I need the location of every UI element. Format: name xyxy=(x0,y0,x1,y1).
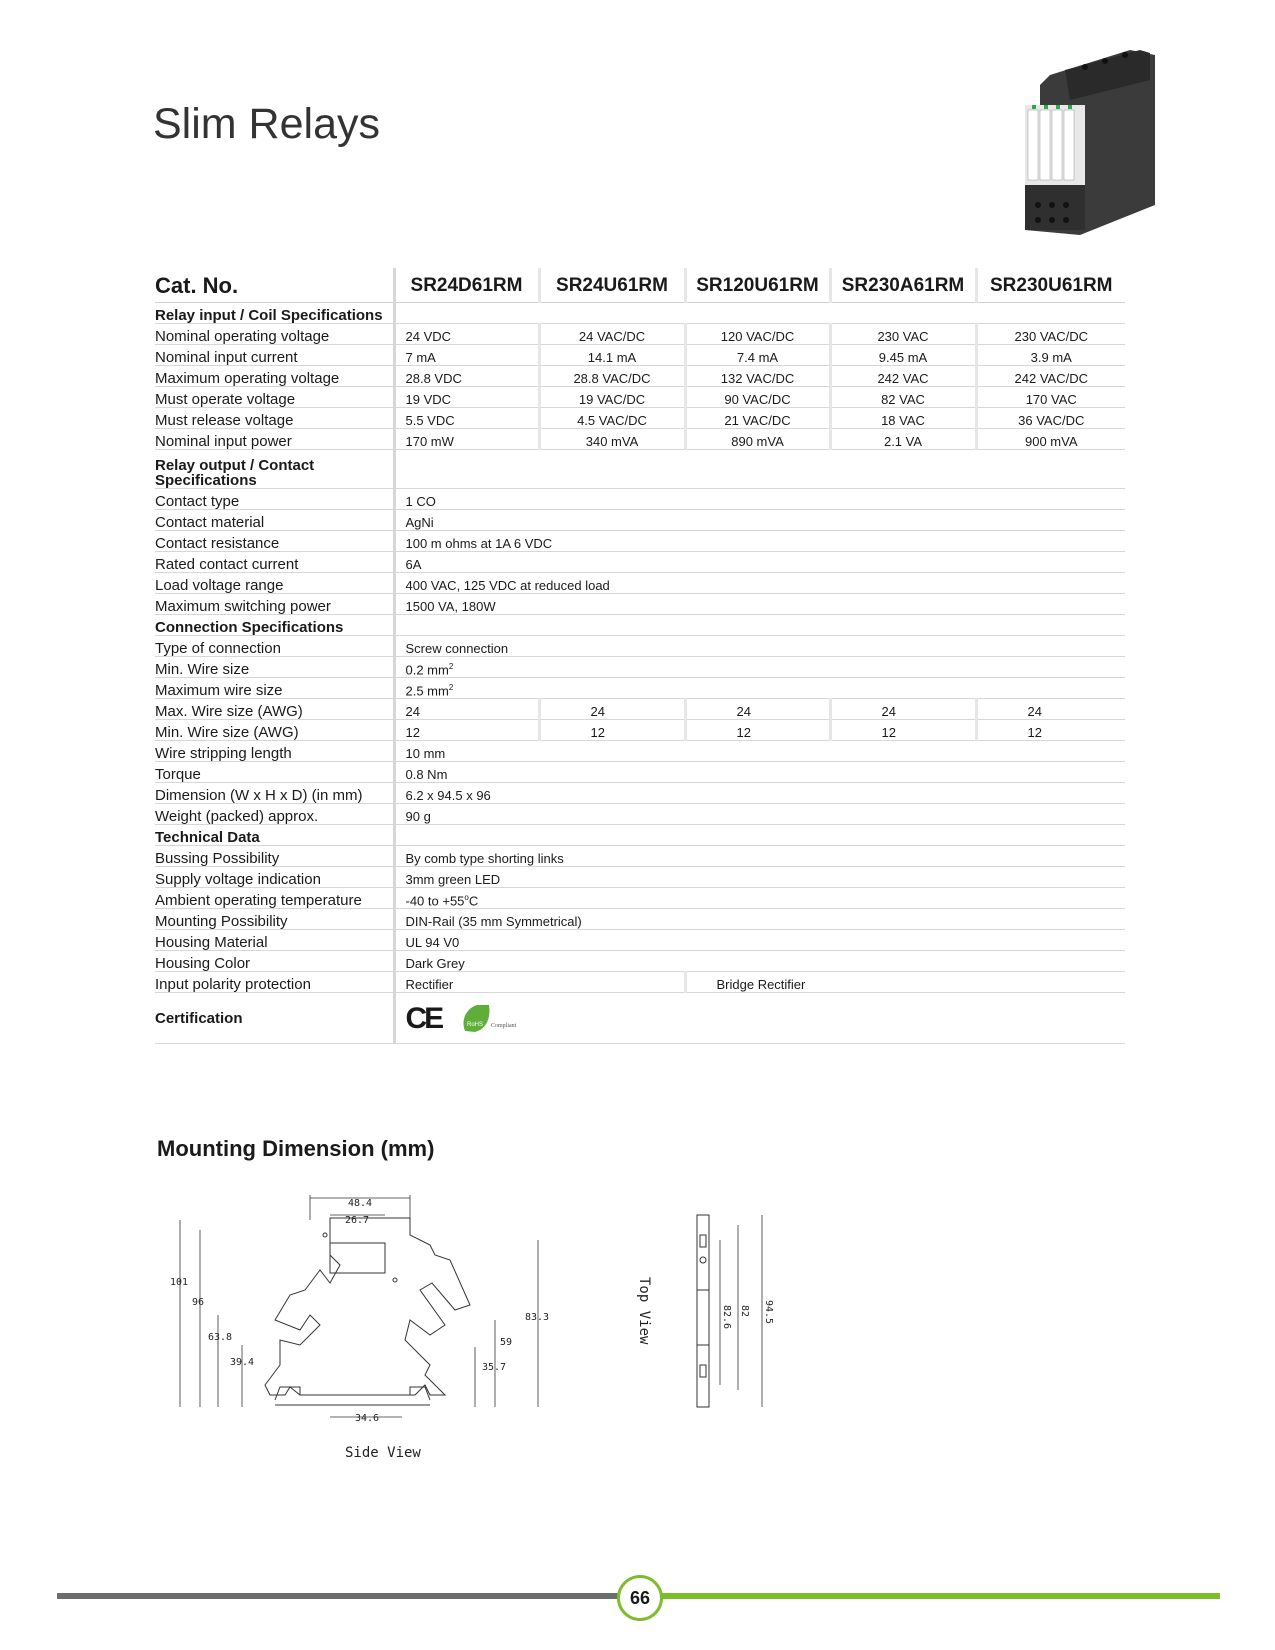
rohs-compliant-logo xyxy=(461,1003,523,1033)
table-row xyxy=(155,510,1125,531)
rohs-logo-text: RoHS xyxy=(466,1022,483,1028)
superscript: 2 xyxy=(448,682,454,692)
cell: 12 xyxy=(830,720,976,741)
cell: 242 VAC xyxy=(830,366,976,387)
top-view-labels xyxy=(636,1277,774,1345)
row-label: Maximum switching power xyxy=(155,594,394,615)
cell: DIN-Rail (35 mm Symmetrical) xyxy=(394,909,1125,930)
cell: 6A xyxy=(394,552,1125,573)
dim-label: 26.7 xyxy=(345,1215,370,1226)
cell: 7 mA xyxy=(394,345,539,366)
cell: Bridge Rectifier xyxy=(685,972,1125,993)
cell: 100 m ohms at 1A 6 VDC xyxy=(394,531,1125,552)
table-row xyxy=(155,867,1125,888)
table-row xyxy=(155,720,1125,741)
row-label: Maximum operating voltage xyxy=(155,366,394,387)
table-row xyxy=(155,552,1125,573)
cell: 900 mVA xyxy=(976,429,1125,450)
cell: 14.1 mA xyxy=(539,345,685,366)
superscript: 2 xyxy=(448,661,454,671)
page-title: Slim Relays xyxy=(153,100,380,148)
cell: 120 VAC/DC xyxy=(685,324,830,345)
cell: 400 VAC, 125 VDC at reduced load xyxy=(394,573,1125,594)
table-row xyxy=(155,387,1125,408)
cell: 132 VAC/DC xyxy=(685,366,830,387)
page-number: 66 xyxy=(617,1575,663,1621)
cell: Rectifier xyxy=(394,972,685,993)
row-label: Ambient operating temperature xyxy=(155,888,394,909)
row-label: Nominal operating voltage xyxy=(155,324,394,345)
table-row xyxy=(155,657,1125,678)
cell: 12 xyxy=(539,720,685,741)
cell: Screw connection xyxy=(394,636,1125,657)
row-label: Wire stripping length xyxy=(155,741,394,762)
dim-label: 82.6 xyxy=(721,1305,732,1330)
cell: 9.45 mA xyxy=(830,345,976,366)
table-row xyxy=(155,429,1125,450)
model-header: SR120U61RM xyxy=(685,268,830,303)
side-view-dimension-lines xyxy=(180,1195,538,1417)
rohs-compliant-text: Compliant xyxy=(490,1023,517,1029)
table-row xyxy=(155,531,1125,552)
row-label: Bussing Possibility xyxy=(155,846,394,867)
table-row xyxy=(155,489,1125,510)
top-view-caption: Top View xyxy=(636,1277,652,1345)
table-row xyxy=(155,699,1125,720)
cell xyxy=(394,657,1125,678)
footer-line-left xyxy=(57,1593,627,1599)
row-label: Nominal input power xyxy=(155,429,394,450)
mounting-dimension-drawing xyxy=(170,1195,790,1525)
section-heading: Connection Specifications xyxy=(155,615,394,636)
cell: 90 VAC/DC xyxy=(685,387,830,408)
cell: 10 mm xyxy=(394,741,1125,762)
section-heading: Technical Data xyxy=(155,825,394,846)
row-label: Contact type xyxy=(155,489,394,510)
cell xyxy=(394,888,1125,909)
cell: 0.8 Nm xyxy=(394,762,1125,783)
row-label: Type of connection xyxy=(155,636,394,657)
cell: 1 CO xyxy=(394,489,1125,510)
row-label: Max. Wire size (AWG) xyxy=(155,699,394,720)
section-heading: Relay output / Contact Specifications xyxy=(155,450,394,489)
cell: UL 94 V0 xyxy=(394,930,1125,951)
table-row xyxy=(155,366,1125,387)
table-row xyxy=(155,888,1125,909)
table-row xyxy=(155,741,1125,762)
dim-label: 101 xyxy=(170,1277,189,1288)
dim-label: 96 xyxy=(192,1297,205,1308)
dim-label: 83.3 xyxy=(525,1312,550,1323)
row-label: Maximum wire size xyxy=(155,678,394,699)
row-label: Contact resistance xyxy=(155,531,394,552)
cell: 12 xyxy=(976,720,1125,741)
cell-text: 2.5 mm xyxy=(405,683,449,698)
cell: 7.4 mA xyxy=(685,345,830,366)
cell: 170 mW xyxy=(394,429,539,450)
table-row xyxy=(155,909,1125,930)
table-row xyxy=(155,762,1125,783)
row-label: Rated contact current xyxy=(155,552,394,573)
row-label: Min. Wire size xyxy=(155,657,394,678)
row-label: Contact material xyxy=(155,510,394,531)
model-header: SR24D61RM xyxy=(394,268,539,303)
cell: 4.5 VAC/DC xyxy=(539,408,685,429)
cell: 24 VAC/DC xyxy=(539,324,685,345)
section-row xyxy=(155,825,1125,846)
side-view-outline xyxy=(265,1218,470,1405)
row-label: Must operate voltage xyxy=(155,387,394,408)
table-row xyxy=(155,846,1125,867)
cell: 24 xyxy=(394,699,539,720)
row-label: Housing Material xyxy=(155,930,394,951)
section-heading: Relay input / Coil Specifications xyxy=(155,303,394,324)
cell: 242 VAC/DC xyxy=(976,366,1125,387)
cell: 170 VAC xyxy=(976,387,1125,408)
cell: 340 mVA xyxy=(539,429,685,450)
cell: AgNi xyxy=(394,510,1125,531)
row-label: Load voltage range xyxy=(155,573,394,594)
superscript: o xyxy=(464,892,469,902)
cell-text: 0.2 mm xyxy=(405,662,449,677)
relay-product-image xyxy=(1010,45,1160,240)
cat-no-label: Cat. No. xyxy=(155,268,394,303)
row-label: Min. Wire size (AWG) xyxy=(155,720,394,741)
ce-mark: CE xyxy=(405,1001,442,1035)
row-label: Weight (packed) approx. xyxy=(155,804,394,825)
row-label: Input polarity protection xyxy=(155,972,394,993)
cell: 19 VDC xyxy=(394,387,539,408)
cell: 24 xyxy=(539,699,685,720)
row-label: Supply voltage indication xyxy=(155,867,394,888)
cell: By comb type shorting links xyxy=(394,846,1125,867)
model-header: SR230A61RM xyxy=(830,268,976,303)
mounting-dimension-title: Mounting Dimension (mm) xyxy=(157,1136,435,1161)
row-label: Nominal input current xyxy=(155,345,394,366)
section-row xyxy=(155,450,1125,489)
certification-marks xyxy=(394,993,1125,1044)
dim-label: 94.5 xyxy=(763,1300,774,1325)
table-row xyxy=(155,345,1125,366)
cell: 3.9 mA xyxy=(976,345,1125,366)
cell: 24 xyxy=(976,699,1125,720)
table-row xyxy=(155,783,1125,804)
cell: 3mm green LED xyxy=(394,867,1125,888)
dim-label: 35.7 xyxy=(482,1362,507,1373)
table-header-row xyxy=(155,268,1125,303)
cell: 21 VAC/DC xyxy=(685,408,830,429)
section-row xyxy=(155,303,1125,324)
table-row xyxy=(155,573,1125,594)
cell: 36 VAC/DC xyxy=(976,408,1125,429)
table-row xyxy=(155,636,1125,657)
row-label: Mounting Possibility xyxy=(155,909,394,930)
spec-table xyxy=(155,268,1125,1044)
table-row xyxy=(155,804,1125,825)
cell: 24 xyxy=(830,699,976,720)
cell: 24 VDC xyxy=(394,324,539,345)
dim-label: 34.6 xyxy=(355,1413,380,1424)
table-row xyxy=(155,324,1125,345)
table-row xyxy=(155,678,1125,699)
row-label: Certification xyxy=(155,993,394,1044)
table-row xyxy=(155,408,1125,429)
cell: 28.8 VDC xyxy=(394,366,539,387)
cell: 1500 VA, 180W xyxy=(394,594,1125,615)
dim-label: 39.4 xyxy=(230,1357,255,1368)
model-header: SR24U61RM xyxy=(539,268,685,303)
cell: 28.8 VAC/DC xyxy=(539,366,685,387)
row-label: Dimension (W x H x D) (in mm) xyxy=(155,783,394,804)
dim-label: 48.4 xyxy=(348,1198,373,1209)
side-view-dimension-labels xyxy=(170,1198,549,1461)
table-row xyxy=(155,972,1125,993)
dim-label: 63.8 xyxy=(208,1332,233,1343)
cell xyxy=(394,678,1125,699)
side-view-caption: Side View xyxy=(345,1445,421,1461)
row-label: Torque xyxy=(155,762,394,783)
dim-label: 82 xyxy=(739,1305,750,1318)
table-row xyxy=(155,993,1125,1044)
cell: Dark Grey xyxy=(394,951,1125,972)
footer-line-right xyxy=(650,1593,1220,1599)
row-label: Must release voltage xyxy=(155,408,394,429)
dim-label: 59 xyxy=(500,1337,513,1348)
model-header: SR230U61RM xyxy=(976,268,1125,303)
cell: 82 VAC xyxy=(830,387,976,408)
table-row xyxy=(155,594,1125,615)
table-row xyxy=(155,930,1125,951)
cell: 890 mVA xyxy=(685,429,830,450)
row-label: Housing Color xyxy=(155,951,394,972)
cell: 230 VAC xyxy=(830,324,976,345)
cell: 6.2 x 94.5 x 96 xyxy=(394,783,1125,804)
cell: 12 xyxy=(394,720,539,741)
cell: 18 VAC xyxy=(830,408,976,429)
cell: 12 xyxy=(685,720,830,741)
cell: 2.1 VA xyxy=(830,429,976,450)
section-row xyxy=(155,615,1125,636)
cell: 19 VAC/DC xyxy=(539,387,685,408)
cell: 90 g xyxy=(394,804,1125,825)
cell: 5.5 VDC xyxy=(394,408,539,429)
cell: 230 VAC/DC xyxy=(976,324,1125,345)
cell: 24 xyxy=(685,699,830,720)
table-row xyxy=(155,951,1125,972)
cell-text: C xyxy=(468,893,479,908)
cell-text: -40 to +55 xyxy=(405,893,465,908)
